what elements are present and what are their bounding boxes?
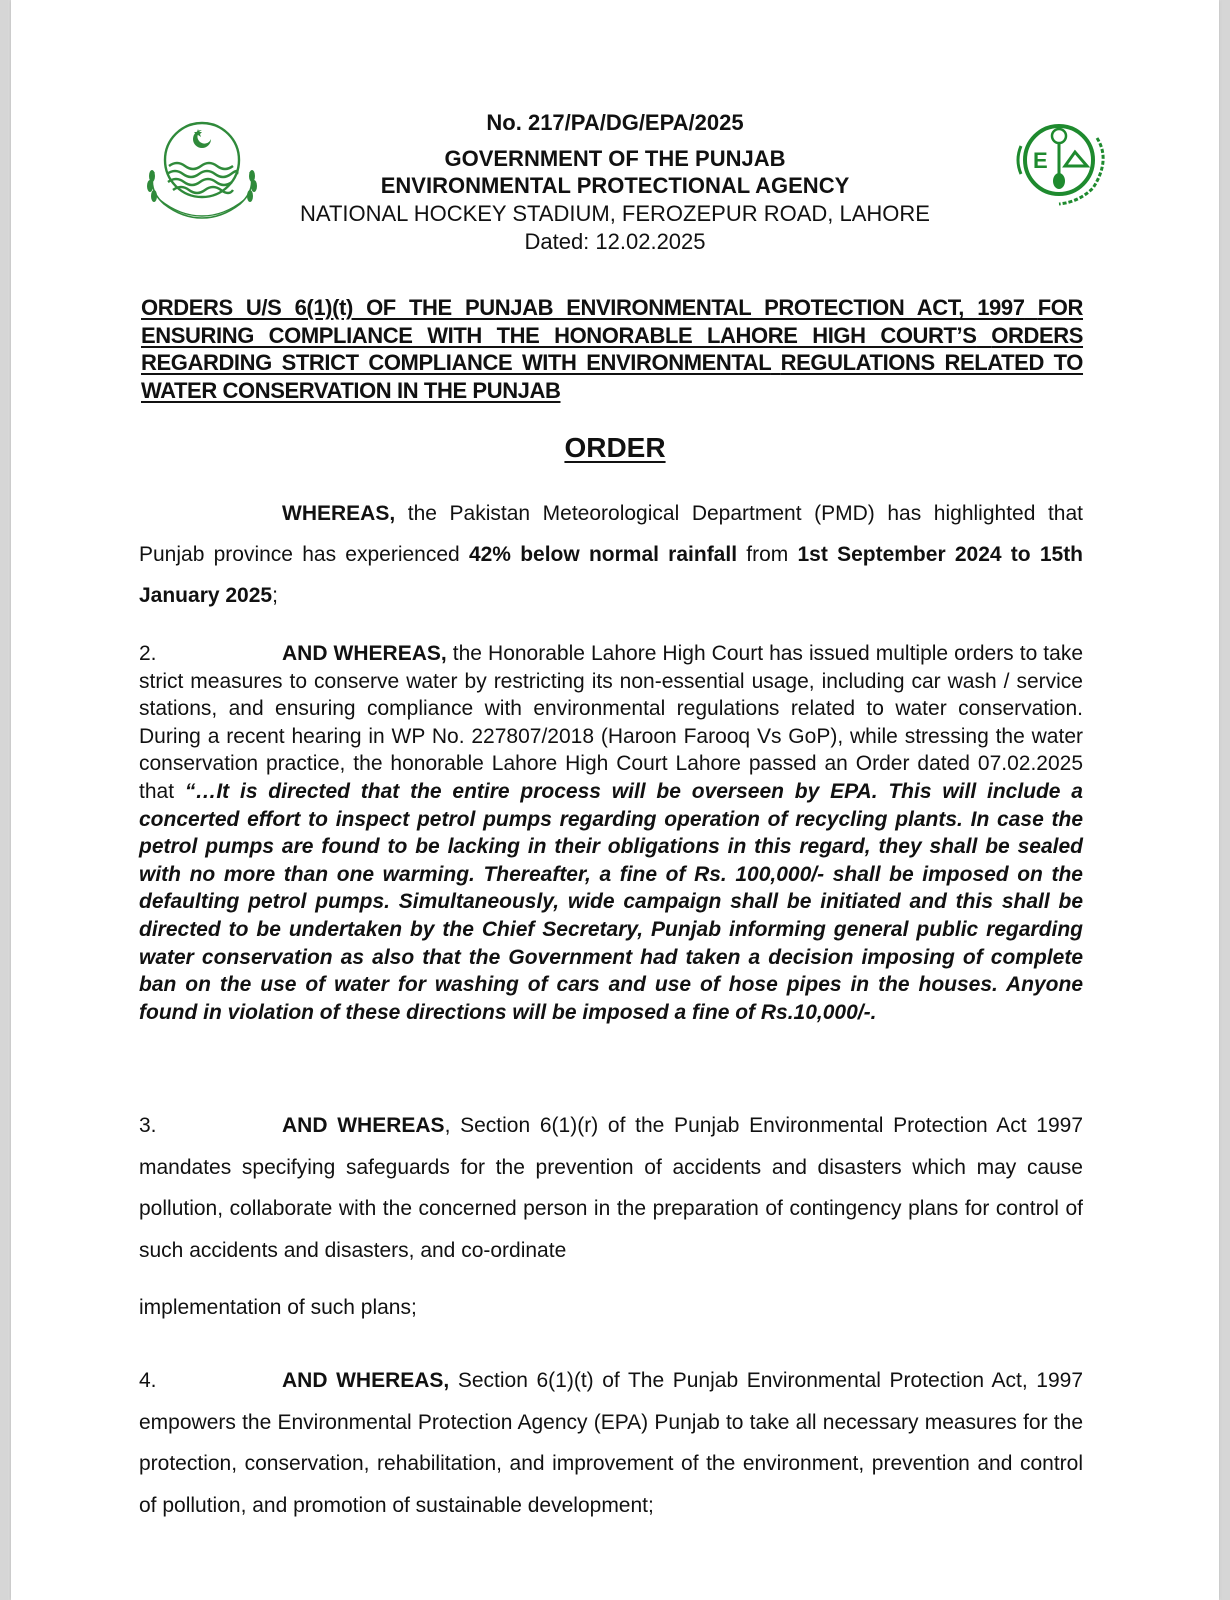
paragraph-text: ; [272,584,278,607]
government-name [0,146,1230,172]
paragraph-number: 2. [139,642,157,665]
paragraph-text: from [737,543,798,566]
paragraph-keyword: AND WHEREAS, [282,1369,450,1392]
svg-text:E: E [1033,148,1048,173]
order-title [141,294,1083,404]
paragraph-number: 4. [139,1369,157,1392]
order-heading: ORDER [564,432,666,463]
paragraph-text: , Section 6(1)(r) of the Punjab Environmental Protection Act 1997 mandates specifying safeguards for the prevention of accidents and disasters which may cause pollution, collaborate with the concerned person in the preparation of contingency plans for control of such accidents and disasters, and co-ordinate [139,1114,1084,1262]
paragraph-keyword: AND WHEREAS, [282,642,447,665]
agency-address-text: NATIONAL HOCKEY STADIUM, FEROZEPUR ROAD, LAHORE [300,201,930,226]
paragraph-4 [139,1360,1083,1526]
document-date [0,229,1230,255]
paragraph-text: the Pakistan Meteorological Department (PMD) has highlighted that Punjab province has experienced [139,502,1083,566]
agency-address [0,201,1230,227]
paragraph-3-continuation: implementation of such plans; [139,1296,417,1319]
paragraph-text: Section 6(1)(t) of The Punjab Environmental Protection Act, 1997 empowers the Environmental Protection Agency (EPA) Punjab to take all necessary measures for the protection, conservation, rehabilitation, and improvement of the environment, prevention and control of pollution, and promotion of sustainable development; [139,1369,1083,1517]
agency-name [0,173,1230,199]
title-line: REGULATIONS RELATED TO WATER CONSERVATION IN THE PUNJAB [141,350,1084,403]
rainfall-period: 1st September 2024 to 15th January 2025 [139,543,1084,607]
paragraph-keyword: WHEREAS, [282,502,396,525]
title-line: ORDERS REGARDING STRICT COMPLIANCE WITH ENVIRONMENTAL [141,322,1084,375]
court-order-quote: “…It is directed that the entire process will be overseen by EPA. This will include a concerted effort to inspect petrol pumps regarding operation of recycling plants. In case the petrol pumps are found to be lacking in their obligations in this regard, they shall be sealed with no more than one warming. Thereafter, a fine of Rs. 100,000/- shall be imposed on the defaulting petrol pumps. Simultaneously, wide campaign shall be initiated and this shall be directed to be undertaken by the Chief Secretary, Punjab informing general public regarding water conservation as also that the Government had taken a decision imposing of complete ban on the use of water for washing of cars and use of hose pipes in the houses. Anyone found in violation of these directions will be imposed a fine of Rs.10,000/-. [139,779,1083,1024]
government-name-text: GOVERNMENT OF THE PUNJAB [444,146,786,171]
reference-number [0,110,1230,136]
title-line: ORDERS U/S 6(1)(t) OF THE PUNJAB ENVIRONMENTAL PROTECTION ACT, 1997 [141,295,1025,320]
paragraph-3 [139,1105,1083,1271]
paragraph-text: the Honorable Lahore High Court has issued multiple orders to take strict measures to conserve water by restricting its non-essential usage, including car wash / service stations, and ensuring compliance with environmental regulations related to water conservation. During a recent hearing in WP No. 227807/2018 (Haroon Farooq Vs GoP), while stressing the water conservation practice, the honorable Lahore High Court Lahore passed an Order dated 07.02.2025 that [139,642,1083,803]
rainfall-deficit: 42% below normal rainfall [468,543,738,566]
paragraph-1 [139,493,1083,616]
document-date-text: Dated: 12.02.2025 [524,229,706,254]
paragraph-number: 3. [139,1114,157,1137]
title-line: FOR ENSURING COMPLIANCE WITH THE HONORABLE LAHORE HIGH COURT’S [141,295,1083,348]
paragraph-2 [139,640,1083,1026]
paragraph-keyword: AND WHEREAS [282,1114,445,1137]
agency-name-text: ENVIRONMENTAL PROTECTIONAL AGENCY [380,173,850,198]
reference-number-text: No. 217/PA/DG/EPA/2025 [486,110,744,135]
